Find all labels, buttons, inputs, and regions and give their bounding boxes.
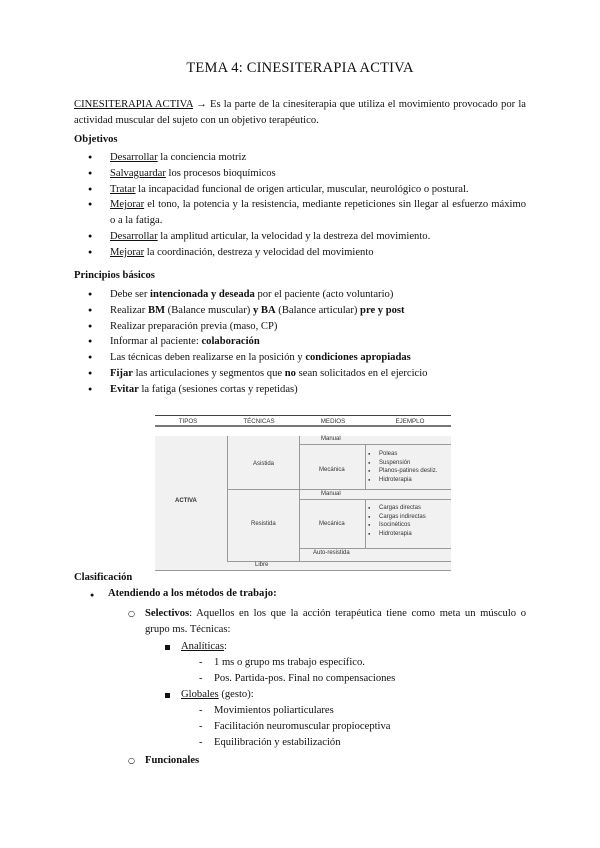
table-mecanica-2: Mecánica — [319, 521, 345, 527]
selectivos-item — [128, 606, 526, 637]
funcionales-label: Funcionales — [145, 755, 200, 766]
globales-text-3: Equilibración y estabilización — [214, 737, 341, 748]
objetivo-text: la coordinación, destreza y velocidad del movimiento — [144, 246, 374, 258]
analiticas-item-1 — [199, 657, 365, 668]
objetivo-item — [74, 182, 526, 198]
selectivos-text: : Aquellos en los que la acción terapéutica tiene como meta un músculo o grupo ms. Técnicas: — [145, 608, 526, 635]
dash-bullet-icon: - — [199, 705, 203, 716]
table-example-item: ● Cargas indirectas — [367, 513, 451, 522]
objetivo-item — [74, 229, 526, 245]
principio-bold-text: no — [284, 367, 296, 379]
globales-label: Globales — [181, 689, 219, 700]
table-asistida: Asistida — [253, 461, 275, 467]
globales-item — [181, 689, 254, 700]
principio-text: por el paciente (acto voluntario) — [254, 289, 394, 300]
principio-bold-text: Evitar — [110, 383, 139, 395]
square-bullet-icon — [165, 645, 170, 650]
funcionales-item — [128, 753, 526, 769]
clasificacion-metodos: ● Atendiendo a los métodos de trabajo: — [108, 588, 277, 599]
table-resistida: Resistida — [251, 521, 276, 527]
table-header — [155, 415, 451, 427]
circle-bullet-icon: ○ — [128, 609, 135, 618]
principio-text: la fatiga (sesiones cortas y repetidas) — [138, 383, 298, 395]
page-title: TEMA 4: CINESITERAPIA ACTIVA — [186, 60, 414, 76]
principio-bold-text: condiciones apropiadas — [305, 352, 411, 364]
objetivo-text: la amplitud articular, la velocidad y la destreza del movimiento. — [157, 230, 431, 242]
principio-item — [74, 366, 526, 382]
principios-heading: Principios básicos — [74, 270, 155, 281]
principio-bold-text: y — [252, 304, 259, 316]
principio-text: Informar al paciente: — [110, 336, 202, 348]
table-example-item: ● Poleas — [367, 450, 451, 459]
analiticas-label: Analíticas — [181, 641, 224, 652]
objetivos-list — [74, 150, 526, 261]
principio-text: sean solicitados en el ejercicio — [295, 367, 428, 379]
table-example-item: ● Cargas directas — [367, 504, 451, 513]
table-header-tipos: TIPOS — [178, 418, 198, 425]
intro-text: Es la parte de la cinesiterapia que utiliza el movimiento provocado por la actividad muscular del sujeto con un objetivo terapéutico. — [74, 99, 526, 126]
objetivo-text: la conciencia motriz — [157, 152, 247, 163]
table-example-item: ● Hidroterapia — [367, 530, 451, 539]
table-example-item: ● Planos-patines desliz. — [367, 467, 451, 476]
objetivo-verb: Salvaguardar — [110, 167, 166, 179]
principio-bold-text: colaboración — [201, 336, 260, 348]
table-manual-1: Manual — [321, 436, 341, 442]
principio-bold-text: deseada — [218, 289, 255, 300]
analiticas-colon: : — [223, 641, 227, 652]
table-example-item: ● Hidroterapia — [367, 476, 451, 485]
globales-text-2: Facilitación neuromuscular propioceptiva — [214, 721, 391, 732]
table-header-tecnicas: TÉCNICAS — [243, 418, 275, 425]
principio-text: Debe ser — [110, 289, 151, 300]
analiticas-text-2: Pos. Partida-pos. Final no compensaciones — [214, 673, 396, 684]
objetivo-item — [74, 197, 526, 229]
globales-rest: (gesto): — [218, 689, 254, 700]
dash-bullet-icon: - — [199, 737, 203, 748]
table-resistida-examples — [367, 504, 451, 538]
dash-bullet-icon: - — [199, 657, 203, 668]
objetivo-item — [74, 150, 526, 166]
table-manual-2: Manual — [321, 491, 341, 497]
table-asistida-examples — [367, 450, 451, 484]
dash-bullet-icon: - — [199, 673, 203, 684]
principio-text: las articulaciones y segmentos que — [132, 367, 285, 379]
objetivo-item — [74, 245, 526, 261]
selectivos-label: Selectivos — [145, 608, 190, 619]
table-tipo-activa: ACTIVA — [175, 498, 197, 504]
square-bullet-icon — [165, 693, 170, 698]
dash-bullet-icon: - — [199, 721, 203, 732]
objetivo-text: los procesos bioquímicos — [165, 167, 276, 179]
table-libre: Libre — [255, 562, 269, 568]
objetivo-verb: Mejorar — [110, 246, 145, 258]
objetivo-verb: Desarrollar — [110, 152, 158, 163]
objetivo-verb: Tratar — [110, 183, 136, 195]
principio-text: Realizar — [110, 304, 148, 316]
principio-bold-text: pre y post — [360, 304, 405, 316]
objetivo-text: la incapacidad funcional de origen articular, muscular, neurológico o postural. — [135, 183, 469, 195]
table-body — [155, 436, 451, 571]
globales-text-1: Movimientos poliarticulares — [214, 705, 334, 716]
principio-item — [74, 319, 526, 335]
principio-bold-text: BA — [260, 304, 276, 316]
clasificacion-heading: Clasificación — [74, 572, 133, 583]
arrow-icon: → — [196, 99, 207, 110]
globales-item-2 — [199, 721, 391, 732]
objetivo-text: el tono, la potencia y la resistencia, mediante repeticiones sin llegar al esfuerzo máximo o a la fatiga. — [110, 199, 526, 227]
analiticas-item — [181, 641, 227, 652]
principio-item — [74, 303, 526, 319]
objetivo-item — [74, 166, 526, 182]
principio-bold-text: y — [210, 289, 217, 300]
globales-item-3 — [199, 737, 341, 748]
circle-bullet-icon: ○ — [128, 756, 135, 765]
objetivo-verb: Mejorar — [110, 199, 145, 211]
objetivos-heading: Objetivos — [74, 134, 118, 145]
principio-text: (Balance articular) — [275, 304, 361, 316]
table-example-item: ● Suspensión — [367, 459, 451, 468]
analiticas-text-1: 1 ms o grupo ms trabajo específico. — [214, 657, 365, 668]
principio-item — [74, 382, 526, 398]
analiticas-item-2 — [199, 673, 396, 684]
table-header-ejemplo: EJEMPLO — [395, 418, 425, 425]
principio-bold-text: intencionada — [150, 289, 209, 300]
principio-text: (Balance muscular) — [165, 304, 253, 316]
principio-text: Las técnicas deben realizarse en la posición y — [110, 352, 306, 364]
principios-list — [74, 287, 526, 398]
table-mecanica-1: Mecánica — [319, 467, 345, 473]
principio-item — [74, 334, 526, 350]
principio-item — [74, 350, 526, 366]
principio-bold-text: BM — [147, 304, 166, 316]
principio-bold-text: Fijar — [110, 367, 133, 379]
principio-item — [74, 287, 526, 303]
principio-text: Realizar preparación previa (maso, CP) — [110, 320, 278, 332]
table-header-medios: MEDIOS — [320, 418, 346, 425]
intro-term: CINESITERAPIA ACTIVA — [74, 99, 193, 110]
table-autorresistida: Auto-resistida — [313, 550, 350, 556]
table-example-item: ● Isocinéticos — [367, 521, 451, 530]
globales-item-1 — [199, 705, 334, 716]
objetivo-verb: Desarrollar — [110, 230, 158, 242]
intro-paragraph — [74, 97, 526, 128]
tipos-table — [155, 415, 451, 571]
